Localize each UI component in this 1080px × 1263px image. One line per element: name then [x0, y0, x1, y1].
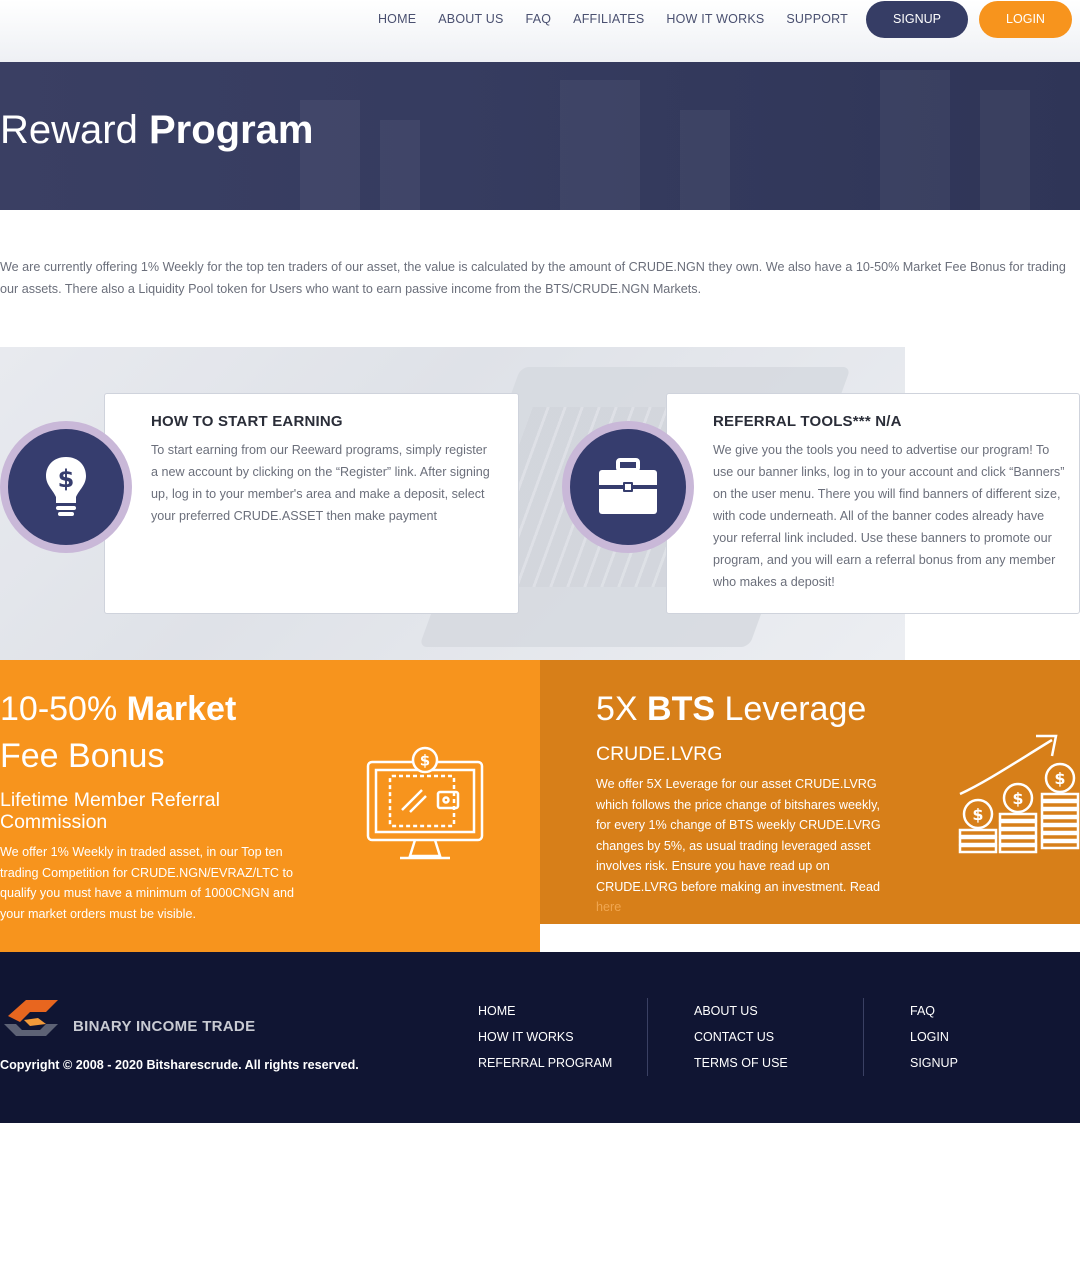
footer-referral-program-link[interactable]: REFERRAL PROGRAM [478, 1056, 613, 1070]
nav-faq-link[interactable]: FAQ [525, 12, 552, 26]
footer-home-link[interactable]: HOME [478, 1004, 516, 1018]
footer-about-link[interactable]: ABOUT US [694, 1004, 758, 1018]
nav-how-it-works-link[interactable]: HOW IT WORKS [666, 12, 765, 26]
top-navbar [0, 0, 1080, 62]
promo-text: We offer 1% Weekly in traded asset, in our Top ten trading Competition for CRUDE.NGN/EVRAZ/LTC to qualify you must have a minimum of 1000CNGN and your market orders must be visible. [0, 845, 294, 921]
read-here-link[interactable]: here [596, 900, 622, 914]
footer-login-link[interactable]: LOGIN [910, 1030, 949, 1044]
leverage-promo [540, 660, 1080, 924]
copyright-text: Copyright © 2008 - 2020 Bitsharescrude. All rights reserved. [0, 1058, 359, 1072]
footer-faq-link[interactable]: FAQ [910, 1004, 936, 1018]
brand-logo-icon[interactable] [0, 996, 64, 1044]
promo-title-part: 10-50% [0, 690, 118, 728]
hero-building-shape [880, 70, 950, 210]
nav-affiliates-link[interactable]: AFFILIATES [573, 12, 645, 26]
nav-links [378, 0, 1072, 38]
footer-signup-link[interactable]: SIGNUP [910, 1056, 958, 1070]
footer-terms-link[interactable]: TERMS OF USE [694, 1056, 788, 1070]
footer-column-1 [478, 998, 612, 1076]
footer-divider [863, 998, 864, 1076]
signup-button[interactable]: SIGNUP [866, 1, 968, 38]
promo-text [596, 774, 896, 918]
promo-text-body: We offer 5X Leverage for our asset CRUDE.LVRG which follows the price change of bitshares weekly, for every 1% change of BTS weekly CRUDE.LVRG changes by 5%, as usual trading leveraged asset involves risk. Ensure you have read up on CRUDE.LVRG before making an investment. Read [596, 777, 881, 894]
hero-building-shape [380, 120, 420, 210]
svg-text:$: $ [1054, 769, 1066, 788]
footer-contact-link[interactable]: CONTACT US [694, 1030, 775, 1044]
features-section [0, 347, 1080, 660]
nav-about-link[interactable]: ABOUT US [438, 12, 504, 26]
computer-wallet-icon [362, 746, 488, 866]
page-title [0, 108, 313, 153]
promo-title [0, 686, 300, 780]
svg-text:$: $ [57, 465, 75, 493]
page-title-light: Reward [0, 108, 138, 152]
login-button[interactable]: LOGIN [979, 1, 1072, 38]
hero-building-shape [560, 80, 640, 210]
promo-subtitle: Lifetime Member Referral Commission [0, 789, 220, 833]
promo-title-bold: BTS [647, 690, 716, 728]
market-fee-promo [0, 660, 540, 952]
footer-how-it-works-link[interactable]: HOW IT WORKS [478, 1030, 574, 1044]
footer-column-3 [910, 998, 958, 1076]
promo-title-part: 5X [596, 690, 638, 728]
site-footer [0, 952, 1080, 1123]
card-text: To start earning from our Reeward programs, simply register a new account by clicking on the “Register” link. After signing up, log in to your member's area and make a deposit, select your preferred CRUDE.ASSET then make payment [151, 443, 490, 523]
footer-column-2 [694, 998, 788, 1076]
card-title: HOW TO START EARNING [151, 413, 343, 430]
card-title: REFERRAL TOOLS*** N/A [713, 413, 902, 430]
hero-building-shape [680, 110, 730, 210]
intro-paragraph: We are currently offering 1% Weekly for the top ten traders of our asset, the value is calculated by the amount of CRUDE.NGN they own. We also have a 10-50% Market Fee Bonus for trading our assets. There also a Liquidity Pool token for Users who want to earn passive income from the BTS/CRUDE.NGN Markets. [0, 260, 1066, 296]
card-text: We give you the tools you need to advertise our program! To use our banner links, log in to your account and click “Banners” on the user menu. There you will find banners of different size, with code underneath. All of the banner codes already have your referral link included. Use these banners to promote our program, and you will earn a referral bonus from any member who makes a deposit! [713, 443, 1065, 589]
hero-banner [0, 62, 1080, 210]
lightbulb-dollar-icon [0, 421, 132, 553]
referral-tools-card [666, 393, 1080, 614]
promo-title-bold: Market [126, 690, 237, 728]
nav-home-link[interactable]: HOME [377, 12, 417, 26]
promo-subtitle: CRUDE.LVRG [596, 743, 723, 765]
promo-title-part: Fee [0, 737, 59, 775]
briefcase-icon [562, 421, 694, 553]
svg-text:$: $ [419, 751, 431, 770]
how-to-start-card [104, 393, 519, 614]
hero-building-shape [980, 90, 1030, 210]
coins-growth-icon [956, 732, 1080, 856]
page-title-bold: Program [148, 108, 314, 152]
footer-divider [647, 998, 648, 1076]
nav-support-link[interactable]: SUPPORT [786, 12, 848, 26]
promo-title-part: Bonus [68, 737, 165, 775]
promo-title-part: Leverage [724, 690, 867, 728]
svg-text:$: $ [1012, 789, 1024, 808]
brand-logo-text: BINARY INCOME TRADE [73, 1018, 256, 1035]
promo-title [596, 686, 976, 733]
svg-text:$: $ [972, 805, 984, 824]
